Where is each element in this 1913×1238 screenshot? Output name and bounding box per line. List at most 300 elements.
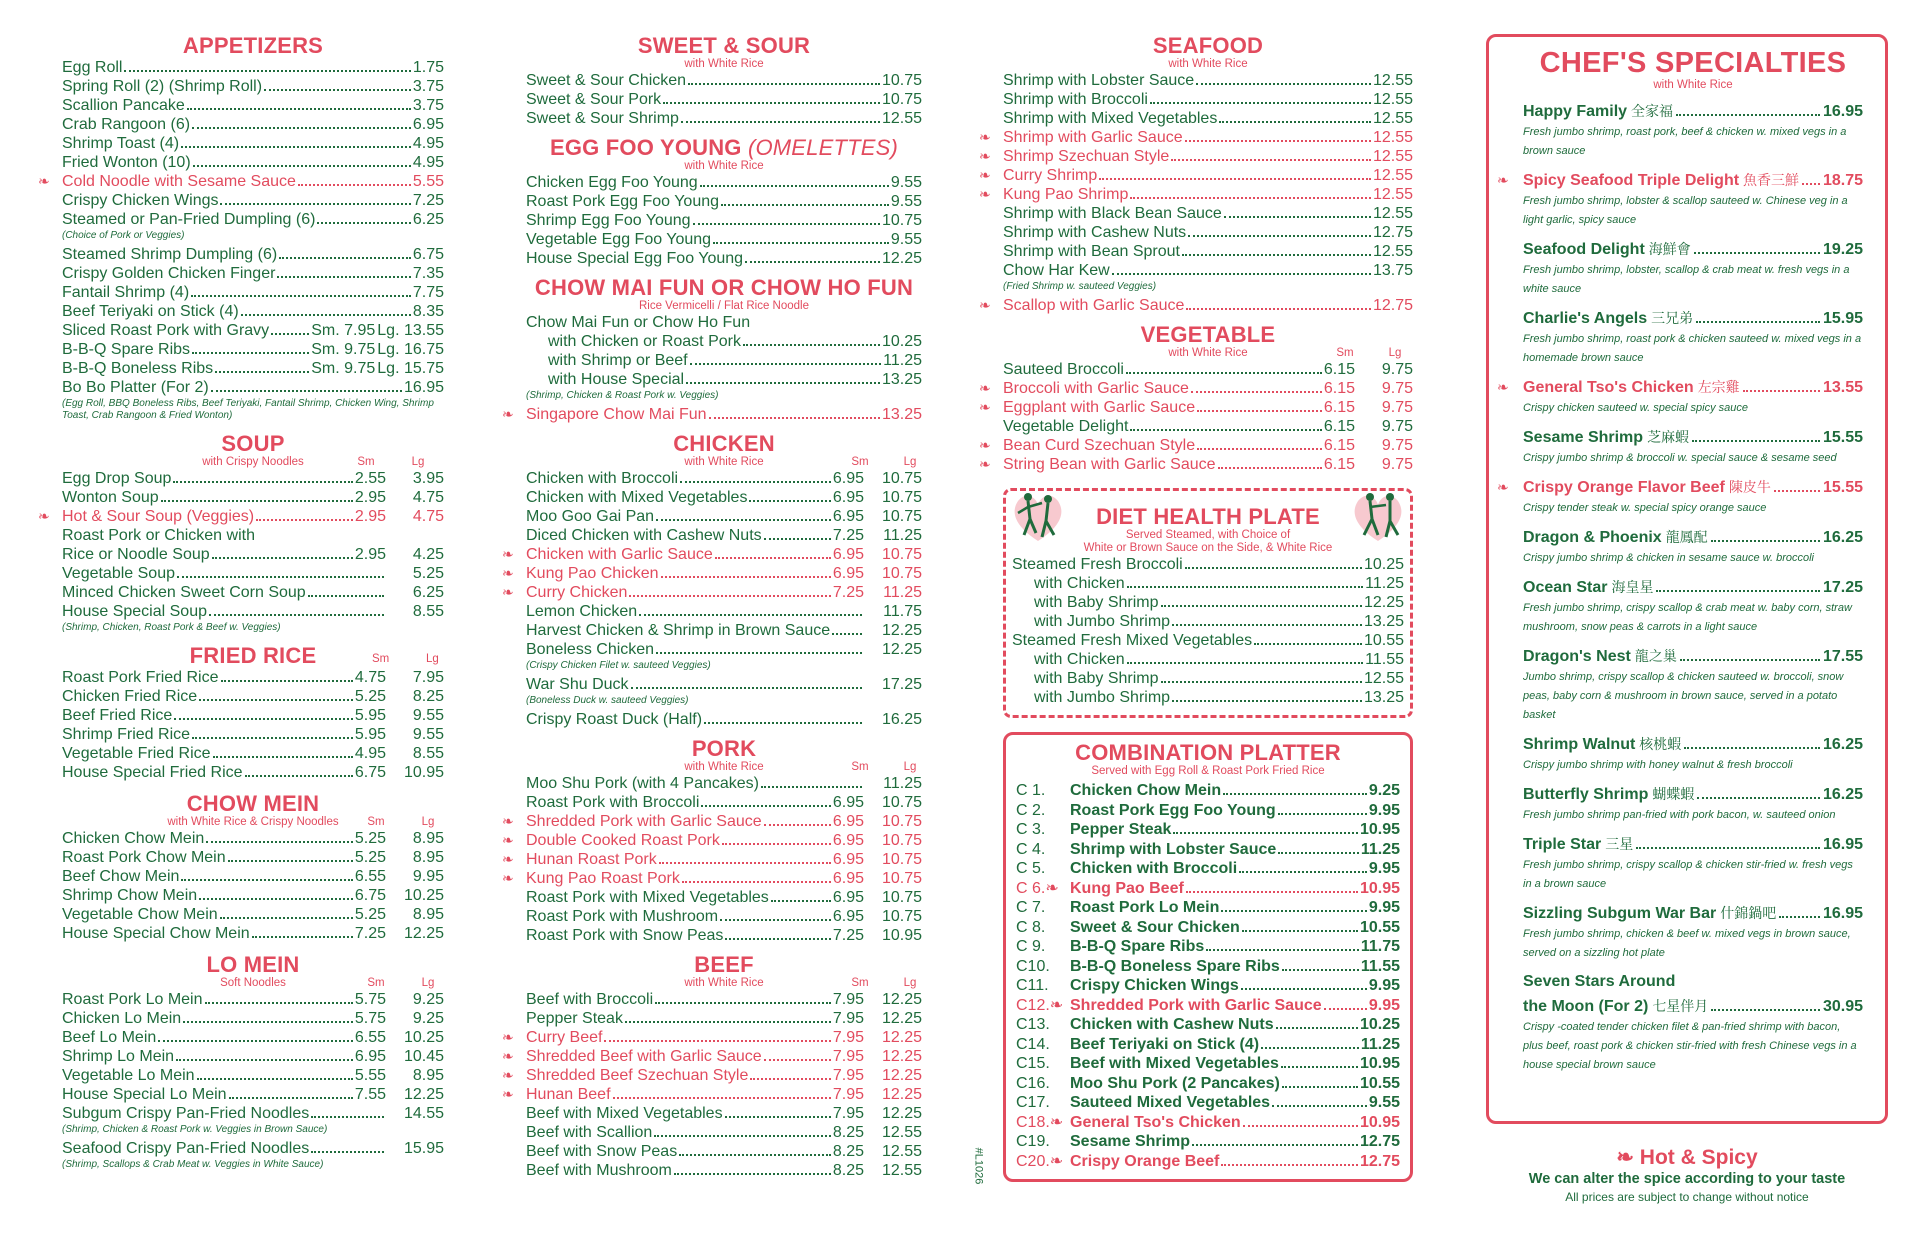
item-price: 8.35 — [412, 303, 444, 320]
item-small-price: 7.25 — [832, 927, 864, 944]
item-price: 12.55 — [1372, 91, 1413, 108]
dot-leader — [1127, 662, 1363, 664]
dot-leader — [704, 722, 862, 724]
combo-item — [1016, 1093, 1400, 1113]
chef-item — [1497, 376, 1863, 418]
dot-leader — [1182, 254, 1371, 256]
dot-leader — [720, 919, 831, 921]
item-name: Chow Mai Fun or Chow Ho Fun — [526, 314, 751, 331]
item-name: Harvest Chicken & Shrimp in Brown Sauce — [526, 622, 831, 639]
item-small-price: 6.95 — [832, 508, 864, 525]
price-note: All prices are subject to change without notice — [1565, 1190, 1809, 1204]
item-name: Subgum Crispy Pan-Fried Noodles — [62, 1105, 310, 1122]
menu-item — [1012, 631, 1404, 650]
dot-leader — [715, 557, 831, 559]
item-large-price: 3.95 — [412, 470, 444, 487]
combo-name: Chicken with Cashew Nuts — [1070, 1016, 1274, 1033]
item-large-price: 14.55 — [403, 1105, 444, 1122]
chef-item-line — [1523, 100, 1863, 123]
item-large-price: 9.75 — [1381, 437, 1413, 454]
menu-item — [62, 283, 444, 302]
combo-item — [1016, 840, 1400, 860]
dot-leader — [1282, 1086, 1358, 1088]
item-note: (Choice of Pork or Veggies) — [62, 230, 185, 241]
item-name: Chicken Chow Mein — [62, 830, 205, 847]
dot-leader — [245, 775, 353, 777]
menu-item — [526, 774, 922, 793]
appetizers-section — [38, 33, 444, 422]
dot-leader — [1172, 700, 1362, 702]
chef-item — [1523, 526, 1863, 568]
combo-price: 9.95 — [1368, 860, 1400, 877]
item-name: Kung Pao Chicken — [526, 565, 659, 582]
diet-list — [1012, 555, 1404, 707]
item-small-price: 7.95 — [832, 1067, 864, 1084]
menu-item — [62, 905, 444, 924]
dot-leader — [1173, 832, 1358, 834]
dot-leader — [1224, 216, 1371, 218]
chef-item — [1523, 971, 1863, 993]
item-large-price: 9.75 — [1381, 399, 1413, 416]
item-name: Hunan Beef — [526, 1086, 611, 1103]
chef-item-description: Fresh jumbo shrimp, lobster, scallop & crab meat w. fresh vegs in a white sauce — [1523, 264, 1850, 295]
menu-item — [62, 245, 444, 264]
menu-item — [62, 153, 444, 172]
menu-item — [979, 379, 1413, 398]
item-name: with Chicken — [1034, 651, 1125, 668]
dot-leader — [761, 786, 862, 788]
item-name: Egg Roll — [62, 59, 123, 76]
item-small-price: 8.25 — [832, 1143, 864, 1160]
item-name: Chicken with Mixed Vegetables — [526, 489, 748, 506]
dot-leader — [1697, 797, 1820, 799]
item-name: Roast Pork Chow Mein — [62, 849, 226, 866]
dot-leader — [631, 687, 862, 689]
chef-item-price: 13.55 — [1822, 379, 1863, 396]
dot-leader — [220, 917, 353, 919]
hot-spicy-label: Hot & Spicy — [1639, 1146, 1758, 1169]
menu-item — [526, 109, 922, 128]
combo-price: 10.95 — [1359, 1113, 1400, 1131]
dot-leader — [1276, 1027, 1358, 1029]
item-price: 12.55 — [1372, 148, 1413, 165]
item-name: Shrimp Szechuan Style — [1003, 148, 1170, 165]
item-small-price: 6.95 — [832, 889, 864, 906]
lg-header: Lg — [903, 977, 917, 989]
item-name: Beef with Snow Peas — [526, 1143, 678, 1160]
item-price: 13.25 — [881, 406, 922, 423]
chef-item-line — [1523, 526, 1863, 549]
item-price: 7.25 — [412, 192, 444, 209]
combo-item — [1016, 1132, 1400, 1152]
item-price: 10.25 — [881, 333, 922, 350]
chef-item-price: 18.75 — [1822, 172, 1863, 189]
combo-item — [1016, 898, 1400, 918]
dot-leader — [1172, 624, 1362, 626]
chef-item-line — [1523, 476, 1863, 499]
menu-item — [1003, 71, 1413, 90]
dot-leader — [220, 203, 410, 205]
menu-item — [1012, 650, 1404, 669]
dot-leader — [1694, 252, 1820, 254]
combo-price: 11.25 — [1360, 840, 1400, 858]
item-large-price: 8.95 — [412, 906, 444, 923]
section-title: SEAFOOD — [1152, 33, 1264, 58]
item-small-price: 7.55 — [354, 1086, 386, 1103]
chef-item-line — [1523, 238, 1863, 261]
item-small-price: 6.95 — [832, 870, 864, 887]
dot-leader — [191, 295, 411, 297]
item-name: War Shu Duck — [526, 676, 629, 693]
dot-leader — [199, 699, 353, 701]
dot-leader — [252, 936, 353, 938]
item-note: (Shrimp, Chicken & Roast Pork w. Veggies) — [526, 390, 719, 401]
item-name: with Jumbo Shrimp — [1034, 689, 1171, 706]
dot-leader — [1130, 197, 1371, 199]
dot-leader — [181, 146, 411, 148]
menu-item — [62, 763, 444, 782]
beef-section — [502, 952, 922, 1180]
item-small-price: 4.95 — [354, 745, 386, 762]
dot-leader — [1099, 178, 1371, 180]
menu-item — [526, 71, 922, 90]
menu-item — [979, 185, 1413, 204]
menu-item — [62, 1104, 444, 1123]
dot-leader — [264, 89, 411, 91]
combo-price: 9.95 — [1368, 801, 1400, 819]
item-price: 12.55 — [1363, 670, 1404, 687]
combo-name: Sweet & Sour Chicken — [1070, 918, 1240, 936]
menu-item — [502, 1085, 922, 1104]
chef-item-name: Happy Family — [1523, 103, 1628, 120]
combo-code: C 7. — [1016, 899, 1046, 916]
dot-leader — [709, 417, 880, 419]
item-large-price: 7.95 — [412, 669, 444, 686]
item-small-price: 7.25 — [832, 584, 864, 601]
combo-item — [1016, 859, 1400, 879]
menu-item — [62, 583, 444, 602]
item-name: Beef with Broccoli — [526, 991, 654, 1008]
chef-item — [1497, 169, 1863, 230]
pepper-icon: ❧ — [502, 1029, 514, 1045]
dot-leader — [639, 614, 862, 616]
item-small-price: 7.95 — [832, 991, 864, 1008]
dot-leader — [1186, 308, 1371, 310]
sm-header: Sm — [1336, 347, 1354, 359]
item-small-price: Sm. 9.75 — [311, 360, 376, 377]
chef-item-price: 16.95 — [1822, 836, 1863, 853]
item-name: Shrimp Chow Mein — [62, 887, 198, 904]
pepper-icon: ❧ — [1497, 379, 1509, 395]
menu-item — [1003, 223, 1413, 242]
menu-item — [62, 990, 444, 1009]
pepper-icon: ❧ — [502, 1048, 514, 1064]
pepper-icon: ❧ — [1616, 1146, 1634, 1169]
item-name: Egg Drop Soup — [62, 470, 172, 487]
pepper-icon: ❧ — [1497, 172, 1509, 188]
combo-price: 9.95 — [1368, 977, 1400, 994]
dot-leader — [256, 519, 353, 521]
section-subtitle: with White Rice & Crispy Noodles — [167, 816, 339, 828]
menu-item — [1003, 109, 1413, 128]
dot-leader — [725, 938, 830, 940]
item-price: 12.55 — [1372, 129, 1413, 146]
item-large-price: 11.25 — [883, 584, 922, 601]
appetizers-list — [38, 58, 444, 422]
menu-item — [526, 526, 922, 545]
item-large-price: 9.75 — [1381, 456, 1413, 473]
item-small-price: 2.55 — [354, 470, 386, 487]
menu-item — [526, 249, 922, 268]
item-small-price: 6.95 — [832, 546, 864, 563]
menu-item — [62, 564, 444, 583]
lo-mein-section — [62, 953, 444, 1171]
item-name: Shrimp with Garlic Sauce — [1003, 129, 1183, 146]
chef-item-description: Fresh jumbo shrimp, crispy scallop & chicken stir-fried w. fresh vegs in a brown sauce — [1523, 859, 1853, 890]
menu-item — [62, 134, 444, 153]
item-price: 12.75 — [1372, 224, 1413, 241]
menu-item — [62, 924, 444, 943]
exercise-figure-icon — [1346, 483, 1410, 547]
chef-item — [1523, 645, 1863, 725]
item-name: Shrimp Toast (4) — [62, 135, 180, 152]
menu-item — [62, 1047, 444, 1066]
pepper-icon: ❧ — [979, 399, 991, 415]
combo-name: Pepper Steak — [1070, 821, 1172, 838]
item-name: Scallion Pancake — [62, 97, 185, 114]
item-note: (Shrimp, Chicken, Roast Pork & Beef w. Veggies) — [62, 622, 281, 633]
lg-header: Lg — [1388, 347, 1402, 359]
item-name: Shrimp with Broccoli — [1003, 91, 1148, 108]
chef-item-price: 16.25 — [1822, 529, 1863, 546]
item-name: House Special Fried Rice — [62, 764, 243, 781]
chow-mai-fun-section — [502, 275, 922, 424]
chef-item-name: Charlie's Angels — [1523, 310, 1648, 327]
section-title: CHEF'S SPECIALTIES — [1539, 47, 1847, 79]
dot-leader — [1185, 567, 1362, 569]
menu-item — [62, 526, 444, 545]
lo-mein-list — [62, 990, 444, 1171]
pepper-icon: ❧ — [979, 297, 991, 313]
chef-item-chinese-name: 陳皮牛 — [1728, 479, 1771, 495]
item-price: 4.95 — [412, 154, 444, 171]
combo-name: General Tso's Chicken — [1070, 1113, 1241, 1131]
combo-price: 10.95 — [1359, 879, 1400, 897]
item-large-price: 12.25 — [403, 925, 444, 942]
menu-item — [62, 469, 444, 488]
lg-header: Lg — [421, 977, 435, 989]
item-small-price: 6.55 — [354, 1029, 386, 1046]
dot-leader — [173, 481, 352, 483]
item-price: 9.55 — [890, 231, 922, 248]
chef-item-line — [1523, 995, 1863, 1018]
section-subtitle: with White Rice — [684, 761, 764, 773]
item-small-price: 7.95 — [832, 1105, 864, 1122]
chef-item-chinese-name: 海鮮會 — [1648, 241, 1691, 257]
menu-item — [38, 172, 444, 191]
dot-leader — [197, 1078, 353, 1080]
chef-item-chinese-name: 全家福 — [1631, 103, 1674, 119]
menu-item — [502, 564, 922, 583]
item-name: Roast Pork with Mixed Vegetables — [526, 889, 769, 906]
dot-leader — [1692, 440, 1820, 442]
menu-item — [62, 264, 444, 283]
section-subtitle: with Crispy Noodles — [202, 456, 304, 468]
section-subtitle: with White Rice — [684, 58, 764, 70]
combo-code: C 4. — [1016, 840, 1046, 858]
item-large-price: 4.75 — [412, 508, 444, 525]
section-subtitle: with White Rice — [1168, 347, 1248, 359]
item-large-price: 10.75 — [881, 546, 922, 563]
item-small-price: 6.95 — [832, 489, 864, 506]
egg-foo-young-section — [526, 136, 922, 268]
item-small-price: 6.95 — [832, 832, 864, 849]
item-small-price: 6.95 — [832, 794, 864, 811]
chow-mein-list — [62, 829, 444, 943]
dot-leader — [192, 737, 353, 739]
menu-item — [62, 302, 444, 321]
combo-code: C17. — [1016, 1094, 1050, 1111]
chef-item-description: Fresh jumbo shrimp, roast pork, beef & chicken w. mixed vegs in a brown sauce — [1523, 126, 1847, 157]
chef-item — [1523, 426, 1863, 468]
beef-list — [502, 990, 922, 1180]
item-price: 6.75 — [412, 246, 444, 263]
menu-item — [502, 850, 922, 869]
dot-leader — [1242, 930, 1358, 932]
menu-column-1 — [38, 33, 444, 1177]
chef-item-line — [1523, 426, 1863, 449]
item-name: B-B-Q Boneless Ribs — [62, 360, 214, 377]
dot-leader — [686, 382, 880, 384]
pepper-icon: ❧ — [1497, 479, 1509, 495]
item-small-price: 5.25 — [354, 830, 386, 847]
item-large-price: 10.75 — [881, 508, 922, 525]
item-large-price: 10.95 — [403, 764, 444, 781]
menu-item — [502, 1066, 922, 1085]
section-subtitle: with White Rice — [1168, 58, 1248, 70]
item-small-price: 6.95 — [832, 565, 864, 582]
combo-code: C 3. — [1016, 821, 1046, 838]
combo-price: 10.25 — [1359, 1016, 1400, 1033]
combo-code: C19. — [1016, 1133, 1050, 1150]
chef-item — [1523, 307, 1863, 368]
section-title — [526, 136, 922, 160]
dot-leader — [1171, 159, 1371, 161]
menu-item — [62, 115, 444, 134]
item-name: Beef Chow Mein — [62, 868, 180, 885]
dot-leader — [1802, 183, 1820, 185]
chef-item-name: Seafood Delight — [1523, 241, 1645, 258]
chef-item-name: Seven Stars Around — [1523, 973, 1676, 990]
chef-list — [1497, 100, 1863, 1075]
section-subtitle: with White Rice — [684, 977, 764, 989]
dot-leader — [1130, 429, 1321, 431]
section-title: CHICKEN — [673, 431, 775, 456]
menu-item — [526, 230, 922, 249]
item-small-price: 6.95 — [832, 813, 864, 830]
section-title: FRIED RICE — [189, 643, 317, 668]
pepper-icon: ❧ — [502, 546, 514, 562]
item-name: Steamed Fresh Mixed Vegetables — [1012, 632, 1253, 649]
menu-item — [62, 378, 444, 397]
item-price: 16.95 — [403, 379, 444, 396]
item-price: 12.25 — [881, 250, 922, 267]
soup-subrow — [62, 456, 444, 469]
item-name: Steamed or Pan-Fried Dumpling (6) — [62, 211, 316, 228]
menu-item — [526, 370, 922, 389]
menu-item — [62, 545, 444, 564]
menu-item — [526, 1009, 922, 1028]
item-small-price: 8.25 — [832, 1124, 864, 1141]
item-large-price: 10.25 — [403, 1029, 444, 1046]
title-main: EGG FOO YOUNG — [549, 135, 742, 160]
menu-item — [62, 359, 444, 378]
item-large-price: 10.75 — [881, 565, 922, 582]
dot-leader — [1281, 1066, 1358, 1068]
item-price: 12.55 — [1372, 243, 1413, 260]
chow-mai-fun-list — [502, 313, 922, 424]
dot-leader — [311, 1151, 384, 1153]
dot-leader — [764, 824, 831, 826]
section-subtitle: with White Rice — [684, 456, 764, 468]
item-name: Fantail Shrimp (4) — [62, 284, 190, 301]
item-name: Chicken Egg Foo Young — [526, 174, 698, 191]
item-small-price: 6.15 — [1323, 456, 1355, 473]
menu-item — [526, 793, 922, 812]
item-large-price: 8.55 — [412, 745, 444, 762]
item-large-price: 12.55 — [881, 1124, 922, 1141]
combo-name: Beef with Mixed Vegetables — [1070, 1055, 1279, 1072]
dot-leader — [1192, 1144, 1358, 1146]
item-name: Bean Curd Szechuan Style — [1003, 437, 1196, 454]
item-price: 7.75 — [412, 284, 444, 301]
item-name: Minced Chicken Sweet Corn Soup — [62, 584, 306, 601]
dot-leader — [1676, 114, 1820, 116]
item-large-price: 8.95 — [412, 830, 444, 847]
item-price: 10.55 — [1363, 632, 1404, 649]
chef-item-name: Sizzling Subgum War Bar — [1523, 905, 1717, 922]
menu-item — [979, 166, 1413, 185]
combo-name: Crispy Chicken Wings — [1070, 977, 1239, 994]
section-title: SWEET & SOUR — [637, 33, 811, 58]
combo-price: 9.55 — [1368, 1094, 1400, 1111]
dot-leader — [1186, 891, 1358, 893]
menu-item — [502, 831, 922, 850]
item-name: Chicken Lo Mein — [62, 1010, 182, 1027]
menu-item — [502, 545, 922, 564]
combo-code: C11. — [1016, 977, 1049, 994]
menu-item — [62, 1139, 444, 1158]
dot-leader — [725, 1116, 831, 1118]
dot-leader — [682, 881, 831, 883]
menu-item — [62, 488, 444, 507]
dot-leader — [700, 185, 889, 187]
chef-item-line — [1523, 971, 1863, 993]
item-name: House Special Chow Mein — [62, 925, 250, 942]
item-name: Roast Pork with Mushroom — [526, 908, 719, 925]
item-note: (Egg Roll, BBQ Boneless Ribs, Beef Teriyaki, Fantail Shrimp, Chicken Wing, Shrimp Toast, Crab Rangoon & Fried Wonton) — [62, 398, 434, 421]
chef-item-description: Crispy chicken sauteed w. special spicy sauce — [1523, 402, 1748, 414]
menu-item — [526, 351, 922, 370]
combo-name: Beef Teriyaki on Stick (4) — [1070, 1035, 1260, 1053]
item-price: 6.95 — [412, 116, 444, 133]
item-name: Pepper Steak — [526, 1010, 623, 1027]
chow-mein-section — [62, 792, 444, 943]
dot-leader — [1185, 140, 1371, 142]
menu-column-4 — [1486, 34, 1888, 1124]
item-name: Singapore Chow Mai Fun — [526, 406, 707, 423]
dot-leader — [674, 1173, 831, 1175]
